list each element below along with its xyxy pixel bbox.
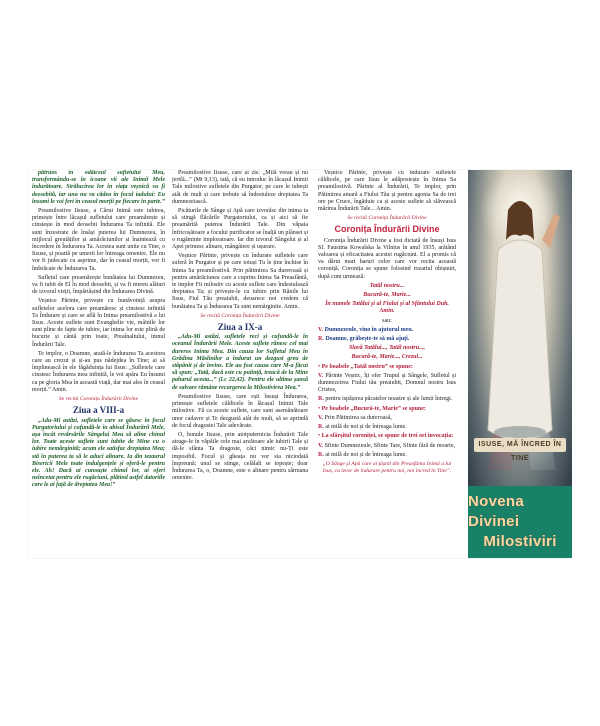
paragraph: Preamilostive Iisuse, a Cărui Inimă este iubirea, primește între lăcașul sufletului care preamărește și cinstește în mod deosebit Îndurarea Ta infinită. Ele sunt înzestrate de însăși puterea lui Dumnezeu, în mijlocul greutăților și amărăciunilor și înaintează cu încredere în Îndurarea Ta. Acestea sunt unite cu Tine, o Iisuse, și poartă pe umerii lor întreaga omenire. Ele nu vor fi judecate cu asprime, dar în ceasul morții, vor fi îmbrăcate de Îndurarea Ta. — [32, 208, 165, 272]
closing-note: Se recită Coronița Îndurării Divine — [347, 215, 427, 222]
cover-title-line1: Novena Divinei — [468, 493, 524, 530]
v-label: V. — [318, 326, 324, 333]
column-1 — [32, 170, 165, 556]
versicle — [318, 327, 456, 334]
section-title: Coronița Îndurării Divine — [334, 224, 440, 235]
paragraph: O, bunule Iisuse, prin atotputernicia Îndurării Tale atrage-le în văpăile cele mai arzătoare ale iubirii Tale și dă-le sfânta Ta dragoste, căci nimic nu-Ți este imposibil. Focul și gheața nu vor sta niciodată împreună; unul se stinge, celălalt se topește; doar Îndurarea Ta, o, Doamne, este o alinare pentru sărmana omenire. — [172, 431, 308, 482]
prayer-line: În numele Tatălui și al Fiului și al Sfântului Duh. Amin. — [325, 301, 449, 315]
closing-note: Se recită Coronița Îndurării Divine — [58, 396, 139, 403]
paragraph: Preamilostive Iisuse, care ai zis: „Milă vreau și nu jertfă...” (Mt 9,13), iată, că eu introduc în lăcașul Inimii Tale milostive sufletele din Purgator, pe care le iubești atât de mult și care trebuie să îndestuleze dreptatea Ta dumnezeiască. — [172, 170, 308, 205]
closing-note: Se recită Coronița Îndurării Divine — [200, 312, 280, 319]
r-label: R. — [318, 336, 324, 343]
prayer-line: Tatăl nostru... — [369, 282, 405, 289]
cover-title-line2: Milostiviri — [483, 533, 557, 550]
paragraph: Veșnice Părinte, privește cu îndurare sufletele care suferă în Purgator și pe care totuși Tu le ține închise în Inima Sa preamilostivă. Prin pătimirea Sa dureroasă și pentru amărăciunea care a cuprins Inima Sa Preasfântă, te implor Fii milostiv cu aceste suflete care îndestulează dreptatea Ta; și privește-le cu iubire prin Rănile lui Iisus, Fiul Tău preaiubit, deoarece noi credem că bunătatea Ta și Îndurarea Ta sunt nemărginite. Amin. — [172, 253, 308, 310]
bead-instruction: • Pe boabele „Bucură-te, Marie” se spune: — [318, 405, 426, 412]
divine-mercy-image — [468, 170, 572, 486]
bullet-icon: • — [318, 363, 321, 370]
paragraph: Te implor, o Doamne, arată-le îndurarea Ta acestora care au crezut și și-au pus nădejdea în Tine; ai să împlinească în ele făgăduința lui Iisus: „Sufletele care cinstesc Îndurarea mea infinită, le voi apăra Eu însumi ca pe gloria Mea în această viață, dar mai ales în ceasul morții.” Amin. — [32, 350, 165, 393]
paragraph: Coronița Îndurării Divine a fost dictată de însuși Isus Sf. Faustina Kowalska la Vilnius în anul 1935, arătând valoarea și eficacitatea acestei rugăciuni. El a promis că va dărui mari haruri celor care vor recita această coroniță. Coronița se spune folosind rozariul obișnuit, după cum urmează: — [318, 237, 456, 280]
response-text: Doamne, grăbește-te să mă ajuți. — [325, 336, 410, 343]
cover-banner: ISUSE, MĂ ÎNCRED ÎN TINE — [474, 438, 566, 452]
cover-title-block — [468, 486, 572, 558]
paragraph: Veșnice Părinte, privește cu îndurare sufletele căldicele, pe care Iisus le adăpostește în Inima Sa preamilostivă. Părinte al Îndurării, Te implor, prin Pătimirea amară a Fiului Tău și pentru agonia Sa de trei ore pe Cruce, îngăduie ca și aceste suflete să slăvească mărirea Îndurării Tale... Amin. — [318, 170, 456, 213]
bead-instruction: • Pe boabele „Tatăl nostru” se spune: — [318, 363, 413, 370]
paragraph: Veșnice Părinte, privește cu bunăvoință asupra sufletelor acelora care preamăresc și cinstesc infinită Ta Îndurare și care se află în Inima preamilostivă a lui Iisus. Aceste suflete sunt Evanghelie vie, mâinile lor sunt pline de fapte de iubire, iar inima lor este plină de bucurie și cântă prin toate, Preaînaltului, imnul Îndurării Tale. — [32, 298, 165, 348]
versicle: V. Sfinte Dumnezeule, Sfinte Tare, Sfinte fără de moarte, — [318, 442, 455, 449]
final-invocation: „O Sânge și Apă care ai țâșnit din Preasfânta Inimă a lui Isus, ca izvor de îndurare pentru noi, noi încred în Tine”. — [322, 460, 452, 475]
response — [318, 336, 456, 343]
paragraph: Picăturile de Sânge și Apă care izvorăsc din inima ta să stingă flăcările Purgatoriului, ca și aici să fie preamărită puterea Îndurării Tale. Din văpaia înfricoșătoare a focului purificator se înalță un plânset și o rugăminte imploratoare. Iar din izvorul Sângelui și al Apei primesc alinare, mângâiere și ușurare. — [172, 208, 308, 251]
versicle: V. Părinte Veșnic, îți ofer Trupul și Sângele, Sufletul și dumnezeirea Fiului tău preaiubit, Domnul nostru Isus Cristos, — [318, 372, 456, 394]
bead-instruction: • La sfârșitul coroniței, se spune de trei ori invocația: — [318, 433, 454, 440]
prayer-line: Bucură-te, Marie... — [363, 292, 411, 299]
versicle: V. Prin Pătimirea sa dureroasă, — [318, 414, 392, 421]
paragraph: Sufletul care preamărește bunătatea lui Dumnezeu, va fi iubit de El în mod deosebit, și va fi mereu alături de izvorul vieții, împărtășind din Îndurarea Divină. — [32, 274, 165, 296]
response: R. ai milă de noi și de întreaga lume. — [318, 424, 407, 431]
sau-label: sau: — [382, 317, 392, 324]
prayer-line: Bucură-te, Marie..., Crezul... — [351, 354, 423, 361]
day-heading: Ziua a IX-a — [217, 322, 263, 333]
novena-pamphlet — [28, 170, 574, 558]
quote-text: „Adu-Mi astăzi, sufletele care se găsesc în focul Purgatoriului și cufundă-le în abisul Îndurării Mele, așa încât revărsările Sângelui Meu să aline chinul lor. Toate aceste suflete sunt iubite de Mine cu o iubire nemărginită; acum ele satisfac dreptatea Mea; stă în puterea ta să le aduci alinare. Ia din tezaurul Bisericii Mele toate indulgențele și oferă-le pentru ele. Ah! Dacă ai cunoaște chinul lor, ai oferi neîncetat pentru ele rugăciuni, plătind astfel datoriile care le ai față de dreptatea Mea!” — [32, 417, 165, 489]
day-heading: Ziua a VIII-a — [72, 405, 125, 416]
bullet-icon: • — [318, 405, 321, 412]
bullet-icon: • — [318, 433, 321, 440]
versicle-text: Dumnezeule, vino în ajutorul meu. — [324, 326, 414, 333]
response: R. ai milă de noi și de întreaga lume. — [318, 451, 407, 458]
quote-text: „Adu-Mi astăzi, sufletele reci și cufundă-le în oceanul Îndurării Mele. Aceste suflete rănesc cel mai dureros Inima Mea. Din cauza lor Sufletul Meu în Grădina Măslinilor a îndurat un dezgust greu de stăpânit și de învins. Ele au fost cauza care M-a făcut să spun: „Tată, dacă este cu putință, treacă de la Mine paharul acesta...” (Lc 22,42). Pentru ele ultima șansă de salvare rămâne recurgerea la Milostivirea Mea.” — [172, 334, 308, 391]
quote-text: pătruns în odăiceul sufletului Meu, transformându-se în icoane vii ale Inimii Mele îndurătoare. Strălucirea lor în viața veșnică va fi deosebită, iar una nu va cădea în focul iadului: Eu însumi le voi feri în ceasul morții pe fiecare în parte.” — [32, 170, 165, 205]
column-3 — [318, 170, 456, 556]
response: R. pentru ispășirea păcatelor noastre și ale lumii întregi. — [318, 396, 453, 403]
cover-panel — [468, 170, 572, 558]
column-2 — [172, 170, 308, 556]
prayer-line: Slavă Tatălui..., Tatăl nostru..., — [348, 345, 426, 352]
paragraph: Preamilostive Iisuse, care ești însuși Îndurarea, primește sufletele căldicele în lăcașul Inimii Tale milostive. Fă ca aceste suflete, care sunt asemănătoare unor cadavre și Te dezgustă atât de mult, să se aprindă de focul dragostei Tale adevărate. — [172, 393, 308, 429]
